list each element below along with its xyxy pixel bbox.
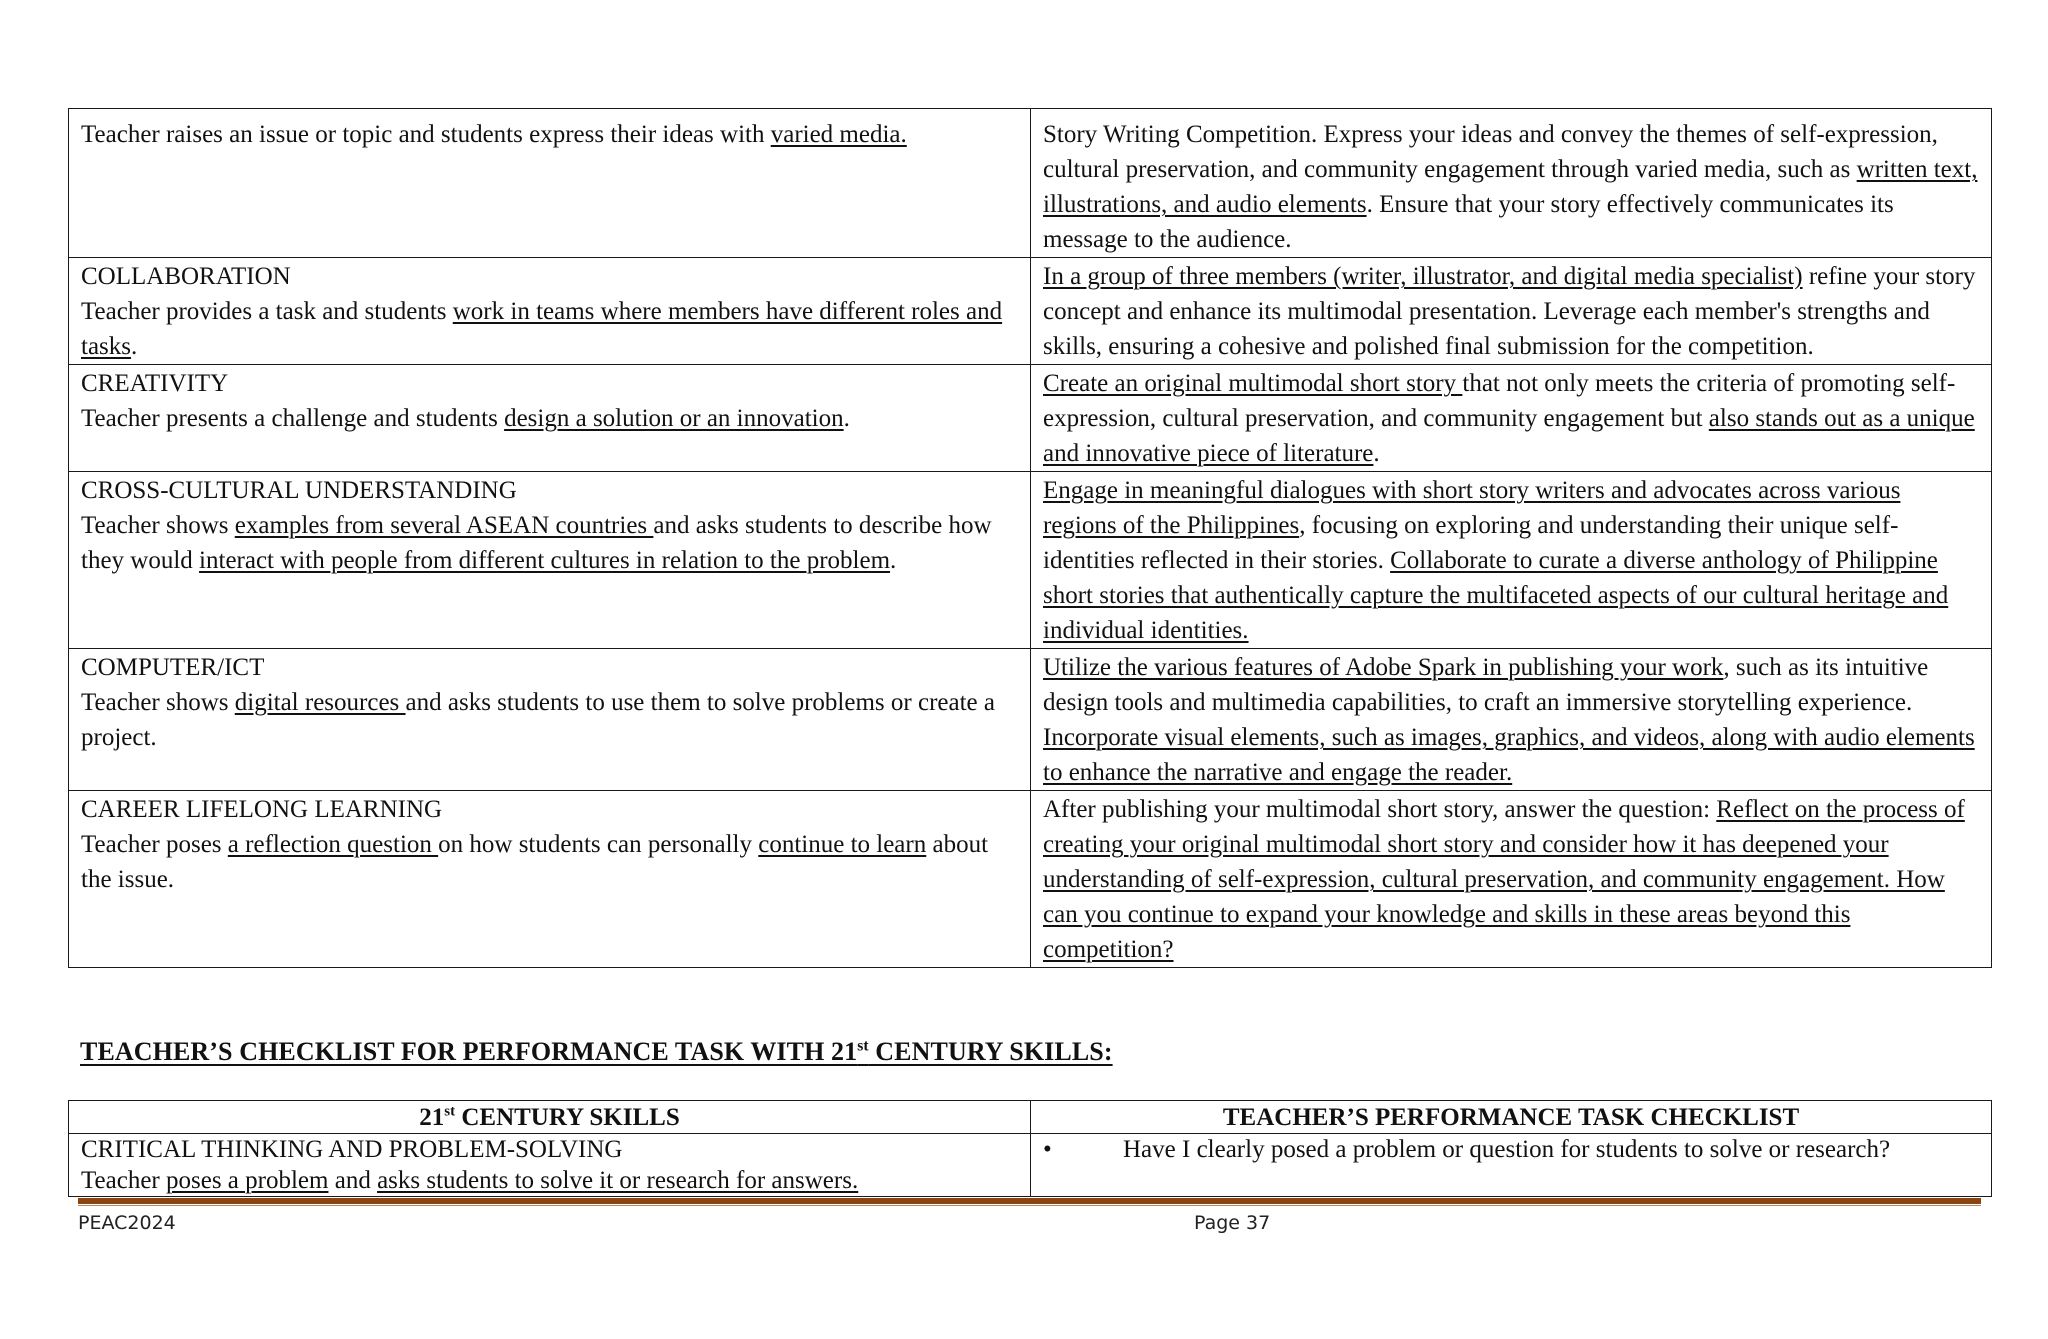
task-description [1043, 263, 1975, 360]
cell-text: After publishing your multimodal short story, answer the question: [1043, 796, 1717, 823]
footer-page-number: Page 37 [1194, 1212, 1271, 1234]
skill-description [81, 405, 850, 432]
task-description [1043, 654, 1975, 786]
checklist-table-body [69, 1134, 1992, 1197]
checklist-cell [1031, 1134, 1992, 1197]
task-row [69, 791, 1992, 968]
cell-text: and asks students to use them to solve problems or create a project. [81, 689, 995, 751]
task-cell [1031, 649, 1992, 791]
task-cell [1031, 258, 1992, 365]
underlined-text: examples from several ASEAN countries [234, 512, 654, 539]
cell-text: Teacher shows [81, 689, 235, 716]
skill-name: COLLABORATION [81, 263, 291, 290]
cell-text: Teacher poses [81, 831, 228, 858]
task-row [69, 365, 1992, 472]
task-row [69, 109, 1992, 258]
task-row [69, 472, 1992, 649]
skill-name: CROSS-CULTURAL UNDERSTANDING [81, 477, 517, 504]
header-number: 21 [419, 1104, 445, 1131]
underlined-text: poses a problem [166, 1167, 329, 1194]
checklist-heading-superscript: st [857, 1037, 869, 1055]
footer-divider [78, 1198, 1981, 1204]
header-performance-task-checklist: TEACHER’S PERFORMANCE TASK CHECKLIST [1031, 1101, 1992, 1134]
cell-text: , focusing on exploring and understanding their unique self-identities reflected in their stories. [1043, 512, 1899, 574]
cell-text: . [1373, 440, 1380, 467]
skill-description [81, 121, 907, 148]
task-description [1043, 370, 1975, 467]
header-21st-century-skills [69, 1101, 1031, 1134]
underlined-text: Utilize the various features of Adobe Spark in publishing your work [1043, 654, 1724, 681]
bullet-icon: • [1043, 1136, 1052, 1163]
cell-text: refine your story concept and enhance its multimodal presentation. Leverage each member's strengths and skills, ensuring a cohesive and polished final submission for the competition. [1043, 263, 1976, 360]
skill-cell [69, 791, 1031, 968]
cell-text: Story Writing Competition. Express your ideas and convey the themes of self-expression, cultural preservation, and community engagement through varied media, such as [1043, 121, 1938, 183]
cell-text: . [843, 405, 850, 432]
cell-text: and asks students to describe how they would [81, 512, 992, 574]
underlined-text: Create an original multimodal short story [1043, 370, 1463, 397]
underlined-text: Collaborate to curate a diverse anthology of Philippine short stories that authentically capture the multifaceted aspects of our cultural heritage and individual identities. [1043, 547, 1949, 644]
skill-name: CAREER LIFELONG LEARNING [81, 796, 443, 823]
checklist-heading-text: TEACHER’S CHECKLIST FOR PERFORMANCE TASK WITH 21 [80, 1037, 858, 1066]
skill-description [81, 298, 1002, 360]
checklist-header-row [69, 1101, 1992, 1134]
cell-text: . [131, 333, 138, 360]
skill-cell [69, 472, 1031, 649]
skill-cell [69, 258, 1031, 365]
underlined-text: Reflect on the process of creating your original multimodal short story and consider how it has deepened your understanding of self-expression, cultural preservation, and community engagement. How can you continue to expand your knowledge and skills in these areas beyond this competition? [1043, 796, 1965, 963]
cell-text: on how students can personally [438, 831, 759, 858]
checklist-heading [80, 1037, 1113, 1067]
underlined-text: also stands out as a unique and innovative piece of literature [1043, 405, 1975, 467]
task-cell [1031, 365, 1992, 472]
task-cell [1031, 472, 1992, 649]
cell-text: , such as its intuitive design tools and multimedia capabilities, to craft an immersive storytelling experience. [1043, 654, 1929, 716]
task-cell [1031, 109, 1992, 258]
skill-name: CREATIVITY [81, 370, 229, 397]
performance-task-table [68, 108, 1992, 968]
task-row [69, 258, 1992, 365]
skill-cell [69, 1134, 1031, 1197]
cell-text: Teacher raises an issue or topic and students express their ideas with [81, 121, 771, 148]
cell-text: . Ensure that your story effectively communicates its message to the audience. [1043, 191, 1894, 253]
skill-cell [69, 365, 1031, 472]
underlined-text: In a group of three members (writer, illustrator, and digital media specialist) [1043, 263, 1803, 290]
task-description [1043, 477, 1948, 644]
checklist-heading-text-end: CENTURY SKILLS: [868, 1037, 1113, 1066]
underlined-text: written text, illustrations, and audio elements [1043, 156, 1978, 218]
cell-text: Teacher presents a challenge and students [81, 405, 505, 432]
underlined-text: work in teams where members have different roles and tasks [81, 298, 1003, 360]
skill-name: COMPUTER/ICT [81, 654, 265, 681]
skill-description [81, 512, 992, 574]
skill-cell [69, 109, 1031, 258]
underlined-text: continue to learn [758, 831, 927, 858]
underlined-text: digital resources [234, 689, 406, 716]
task-cell [1031, 791, 1992, 968]
footer-divider-thin [78, 1205, 1981, 1206]
task-description [1043, 121, 1977, 253]
underlined-text: a reflection question [227, 831, 439, 858]
underlined-text: interact with people from different cultures in relation to the problem [199, 547, 891, 574]
cell-text: . [890, 547, 897, 574]
cell-text: about the issue. [81, 831, 989, 893]
performance-task-table-body [69, 109, 1992, 968]
header-superscript: st [444, 1103, 456, 1120]
cell-text: Teacher [81, 1167, 166, 1194]
underlined-text: asks students to solve it or research for answers. [377, 1167, 859, 1194]
checklist-item-text: Have I clearly posed a problem or question for students to solve or research? [1123, 1136, 1891, 1163]
underlined-text: design a solution or an innovation [504, 405, 844, 432]
skill-description [81, 831, 988, 893]
underlined-text: varied media. [770, 121, 907, 148]
task-row [69, 649, 1992, 791]
underlined-text: Incorporate visual elements, such as images, graphics, and videos, along with audio elements to enhance the narrative and engage the reader. [1043, 724, 1975, 786]
task-description [1043, 796, 1965, 963]
underlined-text: Engage in meaningful dialogues with short story writers and advocates across various regions of the Philippines [1043, 477, 1901, 539]
skill-description [81, 689, 995, 751]
skill-description [81, 1167, 858, 1194]
header-rest: CENTURY SKILLS [455, 1104, 680, 1131]
skill-cell [69, 649, 1031, 791]
skill-name: CRITICAL THINKING AND PROBLEM-SOLVING [81, 1136, 623, 1163]
footer-org-label: PEAC2024 [78, 1212, 176, 1234]
checklist-row [69, 1134, 1992, 1197]
cell-text: Teacher shows [81, 512, 235, 539]
cell-text: and [328, 1167, 378, 1194]
cell-text: that not only meets the criteria of promoting self-expression, cultural preservation, and community engagement but [1043, 370, 1956, 432]
checklist-item [1043, 1134, 1979, 1165]
cell-text: Teacher provides a task and students [81, 298, 453, 325]
checklist-table [68, 1100, 1992, 1197]
